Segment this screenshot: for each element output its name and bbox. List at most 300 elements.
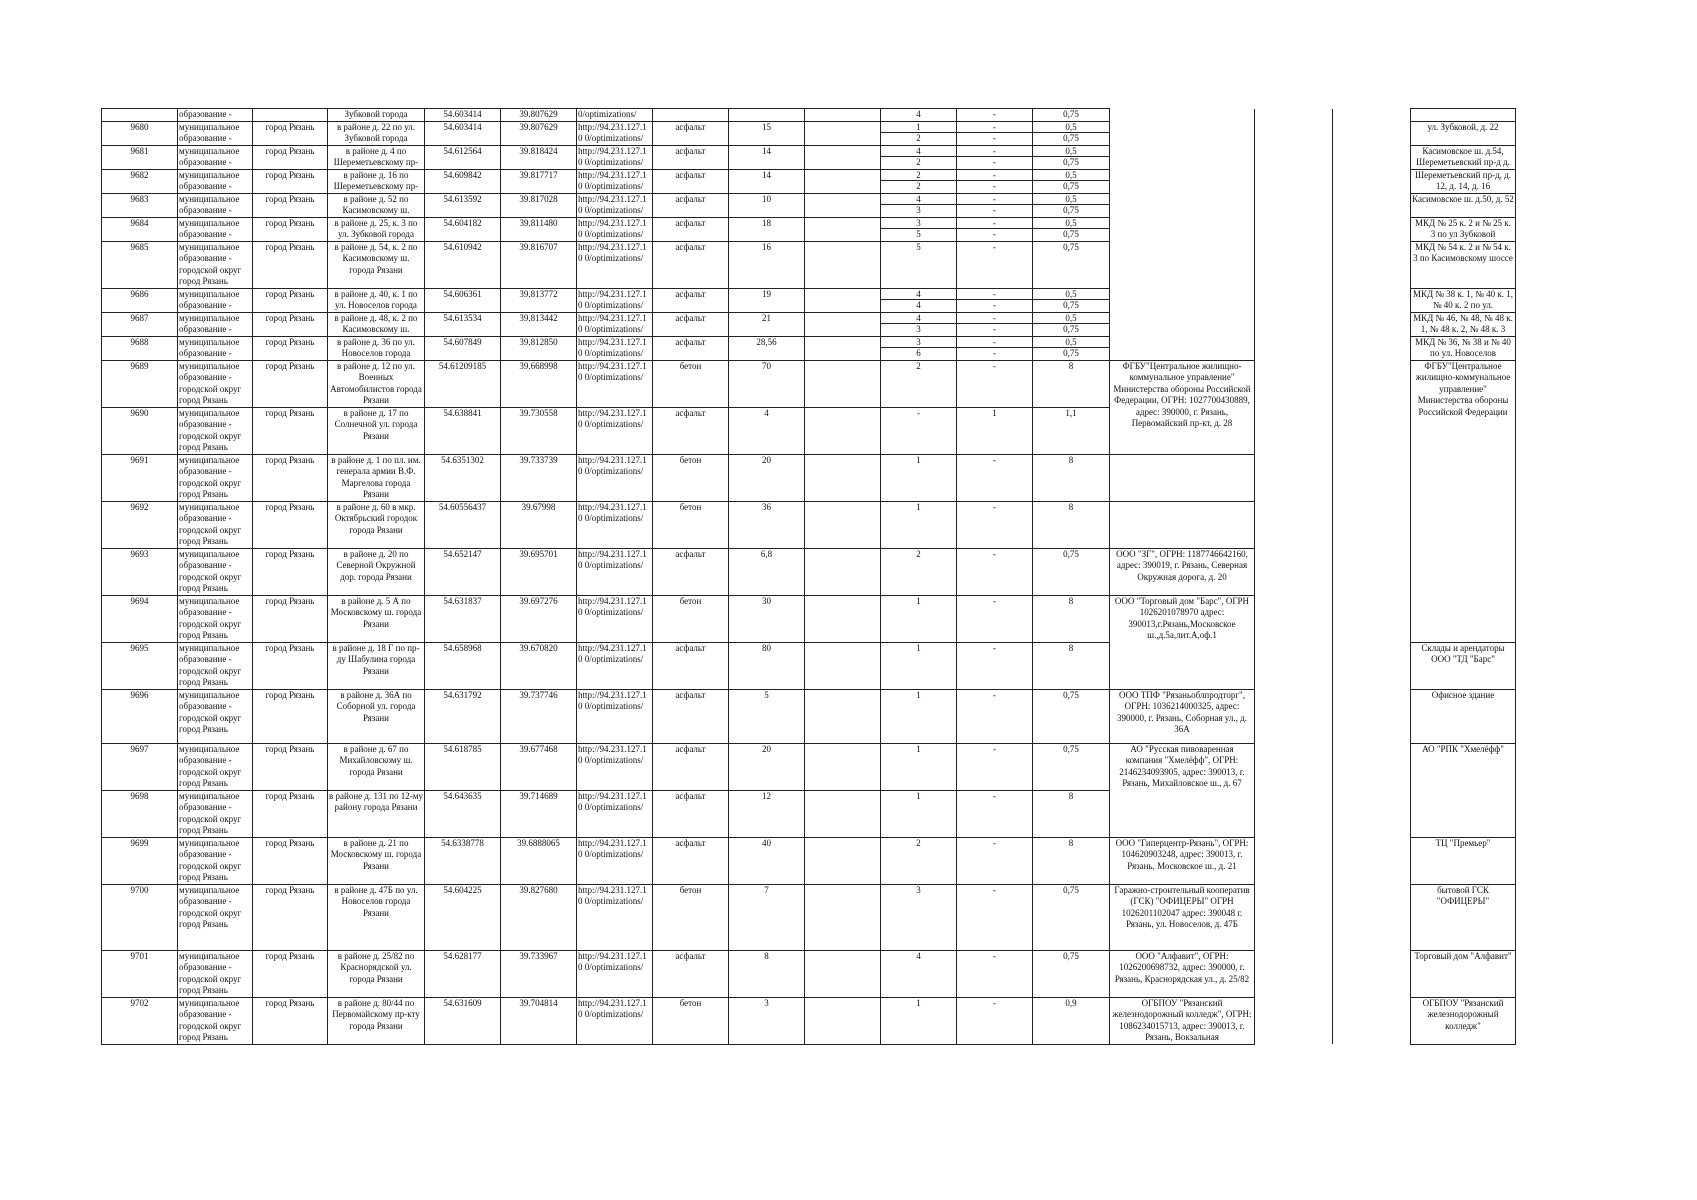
map-link[interactable]: http://94.231.127.10 0/optimizations/ xyxy=(577,145,653,169)
latitude: 54.612564 xyxy=(425,145,501,169)
count-line: - xyxy=(993,180,996,191)
surface-type: асфальт xyxy=(653,121,729,145)
map-link[interactable]: http://94.231.127.10 0/optimizations/ xyxy=(577,884,653,950)
empty-cell xyxy=(805,743,881,790)
owner-details xyxy=(1110,454,1255,501)
longitude: 39.737746 xyxy=(501,689,577,743)
count-line: 0,75 xyxy=(1063,180,1079,191)
address: в районе д. 25, к. 3 по ул. Зубковой города xyxy=(328,217,425,241)
waste-source: ОГБПОУ "Рязанский железнодорожный колледж" xyxy=(1411,997,1516,1044)
surface-type: бетон xyxy=(653,501,729,548)
count-line: 8 xyxy=(1068,790,1074,801)
table-row xyxy=(102,501,1516,548)
address: в районе д. 1 по пл. им. генерала армии В.Ф. Маргелова города Рязани xyxy=(328,454,425,501)
map-link[interactable]: http://94.231.127.10 0/optimizations/ xyxy=(577,997,653,1044)
empty-cell xyxy=(805,217,881,241)
address: в районе д. 25/82 по Краснорядской ул. города Рязани xyxy=(328,950,425,997)
area-value: 20 xyxy=(729,454,805,501)
map-link[interactable]: http://94.231.127.10 0/optimizations/ xyxy=(577,790,653,837)
count-line: 2 xyxy=(916,360,921,371)
empty-cell xyxy=(805,642,881,689)
count-line: 1 xyxy=(916,595,921,606)
count-line: 0,75 xyxy=(1063,132,1079,143)
container-volume xyxy=(1033,407,1110,454)
empty-cell xyxy=(805,837,881,884)
count-line: 0,9 xyxy=(1065,997,1077,1008)
address: в районе д. 16 по Шереметьевскому пр- xyxy=(328,169,425,193)
count-line: 0,5 xyxy=(1033,122,1109,133)
municipality: муниципальное образование - городской округ город Рязань xyxy=(178,595,253,642)
empty-cell xyxy=(1255,217,1333,241)
container-volume xyxy=(1033,548,1110,595)
longitude: 39.695701 xyxy=(501,548,577,595)
empty-cell xyxy=(1255,884,1333,950)
longitude: 39.67998 xyxy=(501,501,577,548)
row-number: 9680 xyxy=(102,121,178,145)
map-link[interactable]: http://94.231.127.10 0/optimizations/ xyxy=(577,336,653,360)
latitude: 54.652147 xyxy=(425,548,501,595)
empty-cell xyxy=(1333,109,1411,122)
count-line: - xyxy=(957,289,1032,300)
container-count-alt xyxy=(957,743,1033,790)
count-line: 0,5 xyxy=(1033,170,1109,181)
surface-type: асфальт xyxy=(653,145,729,169)
owner-details xyxy=(1110,241,1255,288)
container-count-alt xyxy=(957,217,1033,241)
count-line: 2 xyxy=(916,837,921,848)
longitude: 39.730558 xyxy=(501,407,577,454)
municipality: муниципальное образование - xyxy=(178,121,253,145)
count-line: - xyxy=(957,337,1032,348)
container-count-alt xyxy=(957,642,1033,689)
empty-cell xyxy=(1255,145,1333,169)
count-line: 1 xyxy=(916,501,921,512)
count-line: 8 xyxy=(1068,642,1074,653)
city: город Рязань xyxy=(253,336,328,360)
longitude: 39.697276 xyxy=(501,595,577,642)
longitude: 39.733739 xyxy=(501,454,577,501)
map-link[interactable]: 0/optimizations/ xyxy=(577,109,653,122)
container-volume xyxy=(1033,689,1110,743)
city: город Рязань xyxy=(253,743,328,790)
container-volume xyxy=(1033,790,1110,837)
city: город Рязань xyxy=(253,689,328,743)
count-line: - xyxy=(957,146,1032,157)
city: город Рязань xyxy=(253,241,328,288)
empty-cell xyxy=(805,501,881,548)
latitude: 54.6351302 xyxy=(425,454,501,501)
count-line: 0,75 xyxy=(1063,743,1079,754)
city: город Рязань xyxy=(253,642,328,689)
container-count-alt xyxy=(957,288,1033,312)
map-link[interactable]: http://94.231.127.10 0/optimizations/ xyxy=(577,360,653,407)
container-count xyxy=(881,454,957,501)
latitude: 54.638841 xyxy=(425,407,501,454)
owner-details xyxy=(1110,193,1255,217)
city: город Рязань xyxy=(253,169,328,193)
table-row xyxy=(102,790,1516,837)
address: в районе д. 36 по ул. Новоселов города xyxy=(328,336,425,360)
city: город Рязань xyxy=(253,595,328,642)
table-row xyxy=(102,884,1516,950)
table-row xyxy=(102,312,1516,336)
map-link[interactable]: http://94.231.127.10 0/optimizations/ xyxy=(577,121,653,145)
empty-cell xyxy=(805,109,881,122)
latitude: 54.603414 xyxy=(425,121,501,145)
address: в районе д. 20 по Северной Окружной дор. города Рязани xyxy=(328,548,425,595)
latitude: 54.6338778 xyxy=(425,837,501,884)
surface-type xyxy=(653,109,729,122)
area-value: 28,56 xyxy=(729,336,805,360)
table-row xyxy=(102,360,1516,407)
area-value: 8 xyxy=(729,950,805,997)
count-line: - xyxy=(993,884,996,895)
count-line: 1 xyxy=(992,407,997,418)
empty-cell xyxy=(1333,501,1411,548)
latitude: 54.631837 xyxy=(425,595,501,642)
map-link[interactable]: http://94.231.127.10 0/optimizations/ xyxy=(577,241,653,288)
container-volume xyxy=(1033,595,1110,642)
row-number: 9694 xyxy=(102,595,178,642)
count-line: 0,75 xyxy=(1063,323,1079,334)
address: в районе д. 52 по Касимовскому ш. xyxy=(328,193,425,217)
empty-cell xyxy=(1333,595,1411,642)
longitude: 39.818424 xyxy=(501,145,577,169)
city: город Рязань xyxy=(253,360,328,407)
count-line: 4 xyxy=(916,109,921,119)
count-line: 3 xyxy=(881,337,956,348)
row-number: 9695 xyxy=(102,642,178,689)
map-link[interactable]: http://94.231.127.10 0/optimizations/ xyxy=(577,312,653,336)
area-value: 10 xyxy=(729,193,805,217)
container-volume xyxy=(1033,288,1110,312)
row-number: 9702 xyxy=(102,997,178,1044)
table-row xyxy=(102,743,1516,790)
count-line: - xyxy=(957,313,1032,324)
area-value: 3 xyxy=(729,997,805,1044)
owner-details xyxy=(1110,312,1255,336)
container-volume xyxy=(1033,109,1110,122)
area-value: 15 xyxy=(729,121,805,145)
address: в районе д. 4 по Шереметьевскому пр- xyxy=(328,145,425,169)
count-line: 3 xyxy=(916,204,921,215)
area-value: 12 xyxy=(729,790,805,837)
surface-type: бетон xyxy=(653,997,729,1044)
latitude: 54.609842 xyxy=(425,169,501,193)
empty-cell xyxy=(1333,169,1411,193)
owner-details xyxy=(1110,217,1255,241)
map-link[interactable]: http://94.231.127.10 0/optimizations/ xyxy=(577,950,653,997)
owner-details: ООО "Торговый дом "Барс", ОГРН 1026201078970 адрес: 390013,г.Рязань,Московское ш.,д.5а,лит.А,оф.1 xyxy=(1110,595,1255,689)
map-link[interactable]: http://94.231.127.10 0/optimizations/ xyxy=(577,837,653,884)
empty-cell xyxy=(805,193,881,217)
municipality: муниципальное образование - городской округ город Рязань xyxy=(178,790,253,837)
empty-cell xyxy=(805,548,881,595)
city: город Рязань xyxy=(253,407,328,454)
count-line: - xyxy=(957,170,1032,181)
map-link[interactable]: http://94.231.127.10 0/optimizations/ xyxy=(577,743,653,790)
empty-cell xyxy=(1333,837,1411,884)
row-number: 9684 xyxy=(102,217,178,241)
owner-details: ООО ТПФ "Рязаньоблпродторг", ОГРН: 1036214000325, адрес: 390000, г. Рязань, Соборная ул., д. 36А xyxy=(1110,689,1255,743)
map-link[interactable]: http://94.231.127.10 0/optimizations/ xyxy=(577,169,653,193)
longitude: 39.827680 xyxy=(501,884,577,950)
table-row xyxy=(102,288,1516,312)
city xyxy=(253,109,328,122)
empty-cell xyxy=(805,288,881,312)
table-row xyxy=(102,548,1516,595)
area-value: 36 xyxy=(729,501,805,548)
row-number: 9683 xyxy=(102,193,178,217)
map-link[interactable]: http://94.231.127.10 0/optimizations/ xyxy=(577,548,653,595)
empty-cell xyxy=(805,884,881,950)
count-line: - xyxy=(993,109,996,119)
surface-type: бетон xyxy=(653,884,729,950)
row-number: 9688 xyxy=(102,336,178,360)
row-number xyxy=(102,109,178,122)
address: в районе д. 67 по Михайловскому ш. города Рязани xyxy=(328,743,425,790)
empty-cell xyxy=(1333,642,1411,689)
longitude: 39.817028 xyxy=(501,193,577,217)
city: город Рязань xyxy=(253,884,328,950)
empty-cell xyxy=(1333,454,1411,501)
empty-cell xyxy=(805,121,881,145)
empty-cell xyxy=(1255,997,1333,1044)
empty-cell xyxy=(1333,241,1411,288)
table-row xyxy=(102,145,1516,169)
row-number: 9691 xyxy=(102,454,178,501)
container-volume xyxy=(1033,884,1110,950)
waste-source: Касимовское ш. д.54, Шереметьевский пр-д д. xyxy=(1411,145,1516,169)
count-line: 8 xyxy=(1068,360,1074,371)
container-count xyxy=(881,595,957,642)
longitude: 39.807629 xyxy=(501,109,577,122)
latitude: 54.61209185 xyxy=(425,360,501,407)
map-link[interactable]: http://94.231.127.10 0/optimizations/ xyxy=(577,595,653,642)
latitude: 54.631609 xyxy=(425,997,501,1044)
container-count-alt xyxy=(957,790,1033,837)
row-number: 9686 xyxy=(102,288,178,312)
empty-cell xyxy=(1255,241,1333,288)
owner-details xyxy=(1110,288,1255,312)
area-value: 19 xyxy=(729,288,805,312)
count-line: 6 xyxy=(916,347,921,358)
waste-source: Касимовское ш. д.50, д. 52 xyxy=(1411,193,1516,217)
surface-type: асфальт xyxy=(653,288,729,312)
count-line: - xyxy=(993,997,996,1008)
row-number: 9693 xyxy=(102,548,178,595)
container-count-alt xyxy=(957,360,1033,407)
count-line: 0,5 xyxy=(1033,313,1109,324)
count-line: 0,75 xyxy=(1063,884,1079,895)
container-count xyxy=(881,288,957,312)
container-count-alt xyxy=(957,336,1033,360)
latitude: 54.613534 xyxy=(425,312,501,336)
container-volume xyxy=(1033,169,1110,193)
container-count xyxy=(881,241,957,288)
container-count-alt xyxy=(957,241,1033,288)
count-line: 1 xyxy=(881,122,956,133)
empty-cell xyxy=(1333,312,1411,336)
count-line: 0,75 xyxy=(1063,156,1079,167)
surface-type: асфальт xyxy=(653,336,729,360)
empty-cell xyxy=(805,689,881,743)
waste-source: АО "РПК "Хмелёфф" xyxy=(1411,743,1516,837)
municipality: муниципальное образование - xyxy=(178,193,253,217)
container-count-alt xyxy=(957,884,1033,950)
count-line: - xyxy=(993,642,996,653)
register-table xyxy=(101,108,1516,1045)
count-line: 4 xyxy=(916,299,921,310)
surface-type: асфальт xyxy=(653,407,729,454)
empty-cell xyxy=(805,454,881,501)
longitude: 39.6888065 xyxy=(501,837,577,884)
empty-cell xyxy=(1255,360,1333,407)
address: в районе д. 12 по ул. Военных Автомобилистов города Рязани xyxy=(328,360,425,407)
container-count xyxy=(881,193,957,217)
area-value: 21 xyxy=(729,312,805,336)
container-count xyxy=(881,790,957,837)
empty-cell xyxy=(805,997,881,1044)
area-value: 20 xyxy=(729,743,805,790)
map-link[interactable]: http://94.231.127.10 0/optimizations/ xyxy=(577,454,653,501)
container-count-alt xyxy=(957,595,1033,642)
municipality: муниципальное образование - xyxy=(178,145,253,169)
container-count-alt xyxy=(957,169,1033,193)
empty-cell xyxy=(1333,884,1411,950)
table-row xyxy=(102,837,1516,884)
map-link[interactable]: http://94.231.127.10 0/optimizations/ xyxy=(577,288,653,312)
empty-cell xyxy=(1255,312,1333,336)
owner-details: ООО "ЗГ", ОГРН: 1187746642160, адрес: 390019, г. Рязань, Северная Окружная дорога, д. 20 xyxy=(1110,548,1255,595)
container-volume xyxy=(1033,501,1110,548)
count-line: - xyxy=(993,347,996,358)
map-link[interactable]: http://94.231.127.10 0/optimizations/ xyxy=(577,501,653,548)
count-line: 0,75 xyxy=(1063,548,1079,559)
owner-details xyxy=(1110,145,1255,169)
count-line: 5 xyxy=(916,228,921,239)
empty-cell xyxy=(1255,548,1333,595)
empty-cell xyxy=(805,407,881,454)
area-value: 14 xyxy=(729,169,805,193)
count-line: - xyxy=(993,595,996,606)
area-value: 40 xyxy=(729,837,805,884)
container-volume xyxy=(1033,312,1110,336)
count-line: 1 xyxy=(916,790,921,801)
municipality: муниципальное образование - xyxy=(178,169,253,193)
area-value: 18 xyxy=(729,217,805,241)
count-line: - xyxy=(993,790,996,801)
latitude: 54.618785 xyxy=(425,743,501,790)
container-count xyxy=(881,336,957,360)
row-number: 9687 xyxy=(102,312,178,336)
owner-details: ОГБПОУ "Рязанский железнодорожный колледж", ОГРН: 1086234015713, адрес: 390013, г. Рязань, Вокзальная xyxy=(1110,997,1255,1044)
surface-type: асфальт xyxy=(653,217,729,241)
container-count-alt xyxy=(957,548,1033,595)
waste-source: ФГБУ"Центральное жилищно-коммунальное управление" Министерства обороны Российской Федерации xyxy=(1411,360,1516,642)
address: в районе д. 54, к. 2 по Касимовскому ш. города Рязани xyxy=(328,241,425,288)
count-line: - xyxy=(957,122,1032,133)
latitude: 54.604225 xyxy=(425,884,501,950)
longitude: 39.807629 xyxy=(501,121,577,145)
address: в районе д. 80/44 по Первомайскому пр-кту города Рязани xyxy=(328,997,425,1044)
table-row xyxy=(102,217,1516,241)
row-number: 9696 xyxy=(102,689,178,743)
empty-cell xyxy=(1255,109,1333,122)
empty-cell xyxy=(1255,689,1333,743)
container-count-alt xyxy=(957,121,1033,145)
city: город Рязань xyxy=(253,548,328,595)
map-link[interactable]: http://94.231.127.10 0/optimizations/ xyxy=(577,217,653,241)
address: в районе д. 5 А по Московскому ш. города Рязани xyxy=(328,595,425,642)
address: в районе д. 18 Г по пр-ду Шабулина города Рязани xyxy=(328,642,425,689)
count-line: 0,75 xyxy=(1063,241,1079,252)
row-number: 9689 xyxy=(102,360,178,407)
map-link[interactable]: http://94.231.127.10 0/optimizations/ xyxy=(577,407,653,454)
owner-details: Гаражно-строительный кооператив (ГСК) "ОФИЦЕРЫ" ОГРН 1026201102047 адрес: 390048 г. Рязань, ул. Новоселов, д. 47Б xyxy=(1110,884,1255,950)
container-count xyxy=(881,689,957,743)
container-count xyxy=(881,407,957,454)
map-link[interactable]: http://94.231.127.10 0/optimizations/ xyxy=(577,689,653,743)
count-line: - xyxy=(993,501,996,512)
row-number: 9682 xyxy=(102,169,178,193)
municipality: муниципальное образование - городской округ город Рязань xyxy=(178,241,253,288)
owner-details: ООО "Алфавит", ОГРН: 1026200698732, адрес: 390000, г. Рязань, Краснорядская ул., д. 25/82 xyxy=(1110,950,1255,997)
waste-source: МКД № 36, № 38 и № 40 по ул. Новоселов xyxy=(1411,336,1516,360)
empty-cell xyxy=(1255,288,1333,312)
container-volume xyxy=(1033,360,1110,407)
waste-source: МКД № 46, № 48, № 48 к. 1, № 48 к. 2, № 48 к. 3 xyxy=(1411,312,1516,336)
address: в районе д. 131 по 12-му району города Рязани xyxy=(328,790,425,837)
row-number: 9699 xyxy=(102,837,178,884)
count-line: - xyxy=(993,156,996,167)
map-link[interactable]: http://94.231.127.10 0/optimizations/ xyxy=(577,642,653,689)
count-line: 2 xyxy=(881,170,956,181)
latitude: 54.658968 xyxy=(425,642,501,689)
city: город Рязань xyxy=(253,997,328,1044)
container-count xyxy=(881,109,957,122)
container-count-alt xyxy=(957,407,1033,454)
count-line: 3 xyxy=(881,218,956,229)
empty-cell xyxy=(1333,790,1411,837)
latitude: 54.631792 xyxy=(425,689,501,743)
container-count-alt xyxy=(957,193,1033,217)
row-number: 9701 xyxy=(102,950,178,997)
surface-type: асфальт xyxy=(653,689,729,743)
empty-cell xyxy=(1255,121,1333,145)
city: город Рязань xyxy=(253,837,328,884)
count-line: 4 xyxy=(881,289,956,300)
table-row xyxy=(102,336,1516,360)
row-number: 9698 xyxy=(102,790,178,837)
empty-cell xyxy=(1333,548,1411,595)
empty-cell xyxy=(1333,360,1411,407)
count-line: - xyxy=(993,837,996,848)
container-volume xyxy=(1033,454,1110,501)
area-value: 14 xyxy=(729,145,805,169)
container-count xyxy=(881,997,957,1044)
map-link[interactable]: http://94.231.127.10 0/optimizations/ xyxy=(577,193,653,217)
address: в районе д. 36А по Соборной ул. города Рязани xyxy=(328,689,425,743)
container-count xyxy=(881,169,957,193)
container-count xyxy=(881,121,957,145)
empty-cell xyxy=(1255,193,1333,217)
empty-cell xyxy=(1255,790,1333,837)
count-line: - xyxy=(993,743,996,754)
municipality: образование - xyxy=(178,109,253,122)
count-line: 3 xyxy=(916,323,921,334)
empty-cell xyxy=(1255,407,1333,454)
